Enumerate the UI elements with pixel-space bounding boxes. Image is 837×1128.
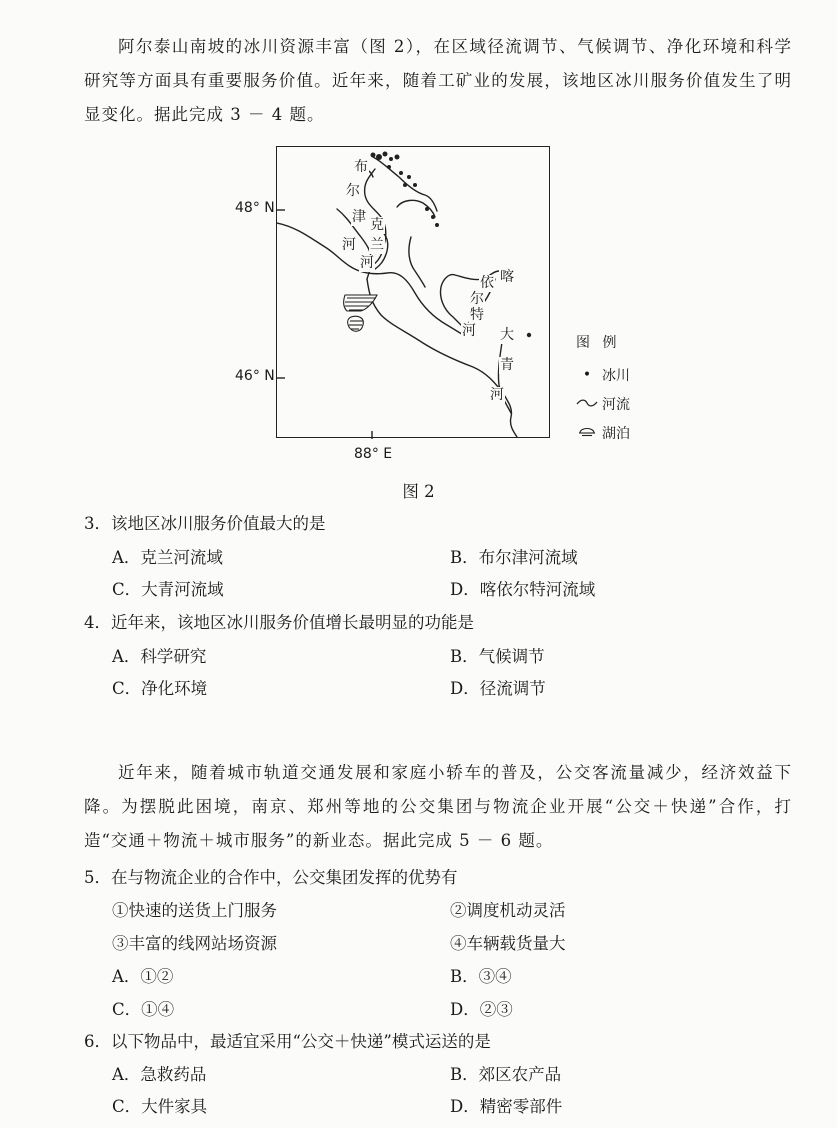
legend-lake-label: 湖泊 [602, 425, 630, 442]
label-qing: 青 [500, 357, 514, 373]
q4-option-d[interactable]: D．径流调节 [450, 679, 546, 698]
label-ka: 喀 [500, 269, 514, 285]
q5-item-1: ①快速的送货上门服务 [112, 901, 277, 920]
river-trib-4 [397, 200, 435, 217]
q4-option-b[interactable]: B．气候调节 [450, 647, 545, 666]
q4-option-c[interactable]: C．净化环境 [112, 679, 208, 698]
legend-lake [576, 418, 630, 447]
river-line-icon [576, 396, 598, 412]
lake-icon [576, 425, 598, 441]
q3-option-a[interactable]: A．克兰河流域 [112, 548, 223, 567]
lon-88-label: 88° E [354, 446, 393, 462]
q3-option-d[interactable]: D．喀依尔特河流域 [450, 580, 596, 599]
q5-item-2: ②调度机动灵活 [450, 901, 566, 920]
q5-option-b[interactable]: B．③④ [450, 967, 512, 986]
label-ke: 克 [370, 217, 384, 233]
intro-passage-2: 近年来，随着城市轨道交通发展和家庭小轿车的普及，公交客流量减少，经济效益下降。为摆脱此困境，南京、郑州等地的公交集团与物流企业开展“公交＋快递”合作，打造“交通＋物流＋城市服务”的新业态。据此完成 5 － 6 题。 [84, 763, 792, 850]
label-he-3: 河 [462, 323, 476, 339]
q5-item-4: ④车辆载货量大 [450, 934, 566, 953]
q3-option-c[interactable]: C．大青河流域 [112, 580, 224, 599]
q5-option-d[interactable]: D．②③ [450, 1000, 513, 1019]
label-er-2: 尔 [470, 291, 484, 307]
q5-option-a[interactable]: A．①② [112, 967, 174, 986]
q3-option-b[interactable]: B．布尔津河流域 [450, 548, 578, 567]
legend-title: 图 例 [576, 335, 621, 351]
map-legend [576, 332, 630, 447]
q5-item-3: ③丰富的线网站场资源 [112, 934, 277, 953]
label-he-4: 河 [490, 387, 504, 403]
label-da: 大 [500, 327, 514, 343]
label-he-1: 河 [342, 237, 356, 253]
legend-river-label: 河流 [602, 396, 630, 413]
label-te: 特 [470, 307, 484, 323]
glacier-map [276, 146, 550, 438]
legend-glacier-label: 冰川 [602, 367, 630, 384]
legend-river [576, 389, 630, 418]
glacier-dots [371, 152, 532, 338]
glacier-dot-icon: • [582, 366, 592, 383]
question-5-stem: 5．在与物流企业的合作中，公交集团发挥的优势有 [84, 868, 458, 887]
q6-option-b[interactable]: B．郊区农产品 [450, 1065, 562, 1084]
lat-48-label: 48° N [235, 200, 275, 216]
q4-option-a[interactable]: A．科学研究 [112, 647, 207, 666]
lake [344, 295, 377, 331]
label-bu: 布 [354, 159, 368, 175]
figure-caption: 图 2 [402, 482, 435, 501]
legend-glacier [576, 360, 630, 389]
label-jin: 津 [352, 209, 366, 225]
question-3-stem: 3．该地区冰川服务价值最大的是 [84, 514, 326, 533]
map-drawing [277, 147, 551, 439]
label-lan: 兰 [370, 237, 384, 253]
intro-passage-1: 阿尔泰山南坡的冰川资源丰富（图 2），在区域径流调节、气候调节、净化环境和科学研究等方面具有重要服务价值。近年来，随着工矿业的发展，该地区冰川服务价值发生了明显变化。据此完成 3 － 4 题。 [84, 37, 792, 124]
label-he-2: 河 [360, 255, 374, 271]
label-yi: 依 [480, 275, 494, 291]
question-6-stem: 6．以下物品中，最适宜采用“公交＋快递”模式运送的是 [84, 1032, 491, 1051]
question-4-stem: 4．近年来，该地区冰川服务价值增长最明显的功能是 [84, 613, 474, 632]
q6-option-d[interactable]: D．精密零部件 [450, 1097, 563, 1116]
q6-option-c[interactable]: C．大件家具 [112, 1097, 208, 1116]
river-trib-5 [409, 237, 425, 287]
label-er: 尔 [346, 183, 360, 199]
q5-option-c[interactable]: C．①④ [112, 1000, 175, 1019]
lat-46-label: 46° N [235, 368, 275, 384]
q6-option-a[interactable]: A．急救药品 [112, 1065, 207, 1084]
